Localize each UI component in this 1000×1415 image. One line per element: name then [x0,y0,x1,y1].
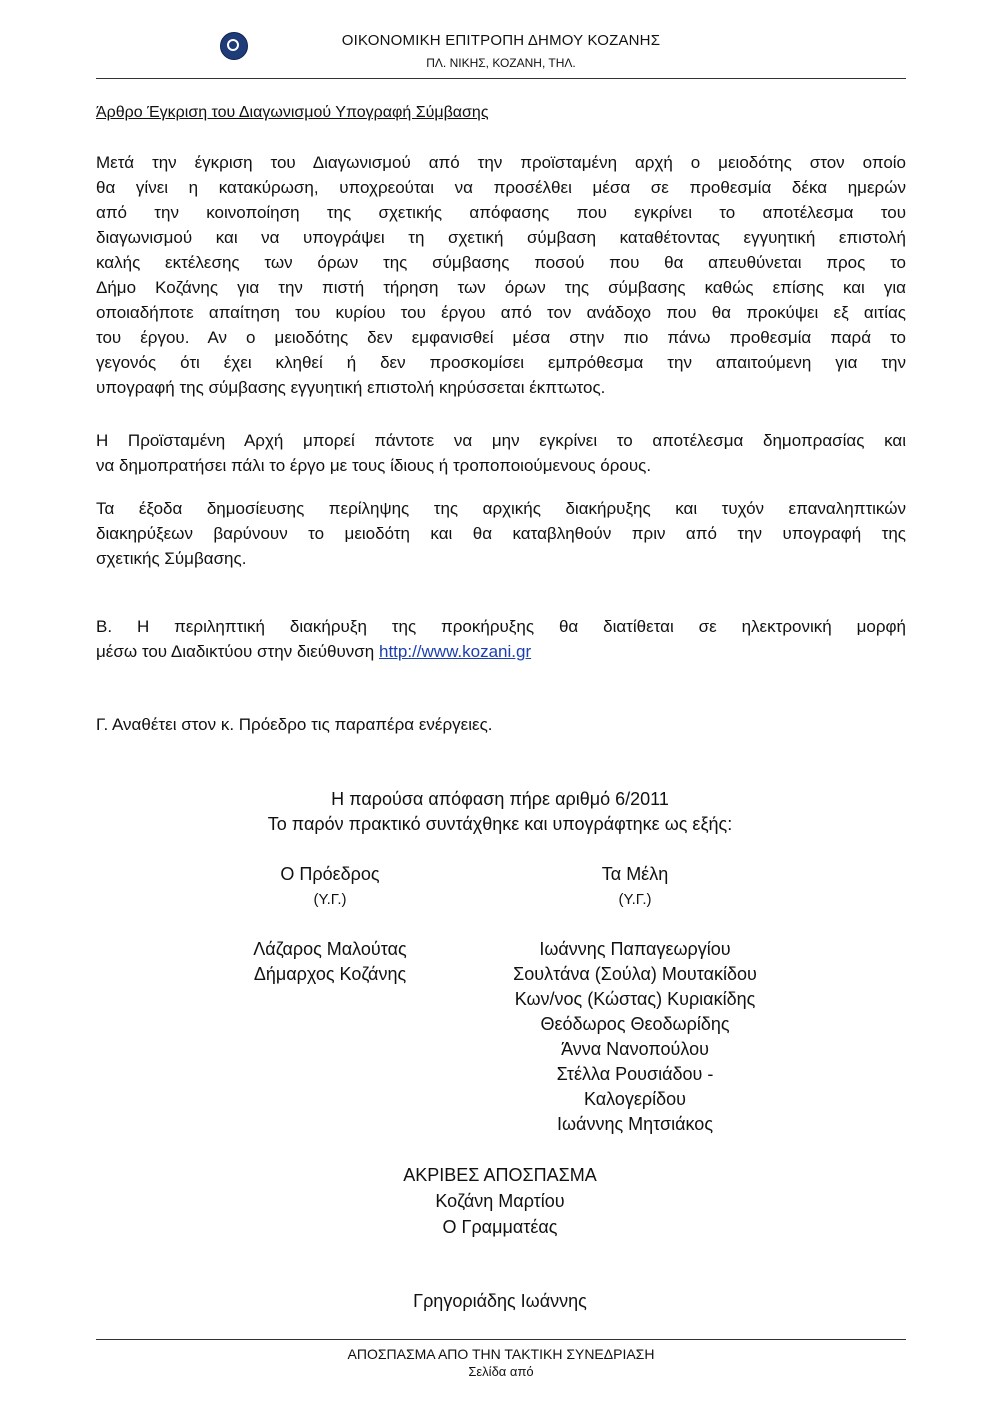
paragraph-line: σχετικής Σύμβασης. [96,549,247,568]
member-name: Σουλτάνα (Σούλα) Μουτακίδου [513,964,757,984]
secretary-title: Ο Γραμματέας [442,1217,558,1237]
members-heading: Τα Μέλη [601,864,669,884]
paragraph-expenses [96,496,906,571]
header-organization: ΟΙΚΟΝΟΜΙΚΗ ΕΠΙΤΡΟΠΗ ΔΗΜΟΥ ΚΟΖΑΝΗΣ [341,32,661,49]
member-name: Θεόδωρος Θεοδωρίδης [540,1014,730,1034]
member-name: Άννα Νανοπούλου [561,1039,709,1059]
president-name: Λάζαρος Μαλούτας [253,939,407,959]
paragraph-line [96,639,906,664]
member-name: Κων/νος (Κώστας) Κυριακίδης [514,989,756,1009]
paragraph-line: Β. Η περιληπτική διακήρυξη της προκήρυξης θα διατίθεται σε ηλεκτρονική μορφή [96,617,906,636]
members-signature-block [480,862,790,1137]
page-number: Σελίδα από [468,1364,534,1379]
paragraph-line: Μετά την έγκριση του Διαγωνισμού από την προϊσταμένη αρχή ο μειοδότης στον οποίο [96,153,906,172]
paragraph-line: Δήμο Κοζάνης για την πιστή τήρηση των όρων της σύμβασης καθώς επίσης και για [96,278,906,297]
paragraph-line: υπογραφή της σύμβασης εγγυητική επιστολή κηρύσσεται έκπτωτος. [96,378,606,397]
paragraph-line: να δημοπρατήσει πάλι το έργο με τους ίδιους ή τροποποιούμενους όρους. [96,456,652,475]
paragraph-line: από την κοινοποίηση της σχετικής απόφασης που εγκρίνει το αποτέλεσμα του [96,203,906,222]
member-name: Καλογερίδου [583,1089,687,1109]
paragraph-authority [96,428,906,478]
paragraph-line: γεγονός ότι έχει κληθεί ή δεν προσκομίσει εμπρόθεσμα την απαιτούμενη για την [96,353,906,372]
paragraph-line: του έργου. Αν ο μειοδότης δεν εμφανισθεί μέσα στην πιο πάνω προθεσμία παρά το [96,328,906,347]
paragraph-line: διακηρύξεων βαρύνουν το μειοδότη και θα καταβληθούν πριν από την υπογραφή της [96,524,906,543]
paragraph-delegation [96,712,906,737]
footer-title: ΑΠΟΣΠΑΣΜΑ ΑΠΟ ΤΗΝ ΤΑΚΤΙΚΗ ΣΥΝΕΔΡΙΑΣΗ [347,1346,655,1362]
member-name: Ιωάννης Μητσιάκος [557,1114,713,1134]
certification-title: ΑΚΡΙΒΕΣ ΑΠΟΣΠΑΣΜΑ [403,1165,597,1185]
president-heading: Ο Πρόεδρος [280,864,380,884]
paragraph-line: διαγωνισμού και να υπογράψει τη σχετική σύμβαση καταθέτοντας εγγυητική επιστολή [96,228,906,247]
member-name: Στέλλα Ρουσιάδου - [556,1064,714,1084]
member-name: Ιωάννης Παπαγεωργίου [539,939,731,959]
page-footer [96,1339,906,1379]
article-title: Άρθρο Έγκριση του Διαγωνισμού Υπογραφή Σύμβασης [96,104,489,121]
paragraph-text: μέσω του Διαδικτύου στην διεύθυνση [96,642,379,661]
certification-place-date: Κοζάνη Μαρτίου [435,1191,565,1211]
president-signature-block [200,862,460,987]
minutes-note: Το παρόν πρακτικό συντάχθηκε και υπογράφτηκε ως εξής: [267,814,733,834]
paragraph-line: καλής εκτέλεσης των όρων της σύμβασης ποσού που θα απευθύνεται προς το [96,253,906,272]
paragraph-line: Τα έξοδα δημοσίευσης περίληψης της αρχικής διακήρυξης και τυχόν επαναληπτικών [96,499,906,518]
president-title: Δήμαρχος Κοζάνης [253,964,407,984]
page-header [96,28,906,79]
header-address: ΠΛ. ΝΙΚΗΣ, ΚΟΖΑΝΗ, ΤΗΛ. [426,56,576,70]
paragraph-line: Γ. Αναθέτει στον κ. Πρόεδρο τις παραπέρα ενέργειες. [96,715,493,734]
paragraph-line: θα γίνει η κατακύρωση, υποχρεούται να προσέλθει μέσα σε προθεσμία δέκα ημερών [96,178,906,197]
paragraph-line: Η Προϊσταμένη Αρχή μπορεί πάντοτε να μην εγκρίνει το αποτέλεσμα δημοπρασίας και [96,431,906,450]
signed-mark: (Υ.Γ.) [313,891,347,908]
paragraph-line: οποιαδήποτε απαίτηση του κυρίου του έργου από τον ανάδοχο που θα προκύψει εξ αιτίας [96,303,906,322]
paragraph-award [96,150,906,400]
secretary-name: Γρηγοριάδης Ιωάννης [413,1291,587,1311]
paragraph-publication [96,614,906,664]
decision-number: Η παρούσα απόφαση πήρε αριθμό 6/2011 [331,789,669,809]
signed-mark: (Υ.Γ.) [618,891,652,908]
kozani-website-link[interactable]: http://www.kozani.gr [378,642,532,661]
